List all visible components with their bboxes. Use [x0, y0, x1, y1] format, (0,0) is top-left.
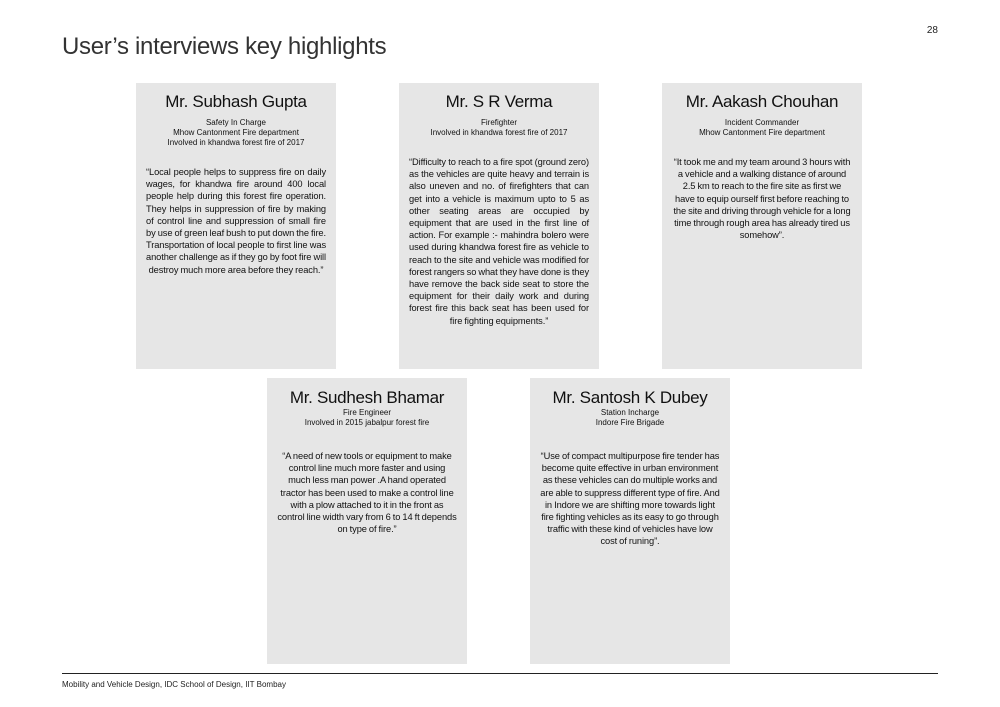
interview-quote: “Use of compact multipurpose fire tender has become quite effective in urban environment as these vehicles can do multiple works and are able to suppress different type of fire. And in Indore we are shifting more towards light fire fighting vehicles as its easy to go through traffic with these kind of vehicles have low cost of runing”. [540, 451, 720, 547]
interviewee-name: Mr. Subhash Gupta [165, 92, 307, 111]
interviewee-name: Mr. S R Verma [445, 92, 553, 111]
page-number: 28 [926, 25, 938, 36]
interviewee-details [277, 408, 457, 428]
interviewee-role: Incident Commander [724, 118, 800, 127]
interview-card-sudhesh-bhamar [267, 378, 467, 664]
interviewee-name: Mr. Aakash Chouhan [685, 92, 839, 111]
interview-card-subhash-gupta [136, 83, 336, 369]
interviewee-name: Mr. Sudhesh Bhamar [289, 388, 445, 407]
interviewee-name: Mr. Santosh K Dubey [552, 388, 708, 407]
interview-card-aakash-chouhan [662, 83, 862, 369]
interview-quote: “A need of new tools or equipment to make control line much more faster and using much less man power .A hand operated tractor has been used to make a control line with a plow attached to it in the front as control line width vary from 6 to 14 ft depends on type of fire.” [277, 451, 457, 535]
interviewee-involvement: Involved in khandwa forest fire of 2017 [430, 128, 568, 137]
interviewee-role: Station Incharge [600, 408, 660, 417]
interviewee-details [409, 118, 589, 138]
interviewee-role: Safety In Charge [205, 118, 267, 127]
interviewee-organization: Mhow Cantonment Fire department [699, 128, 825, 137]
interviewee-details [540, 408, 720, 428]
interview-card-santosh-k-dubey [530, 378, 730, 664]
interview-card-s-r-verma [399, 83, 599, 369]
interviewee-involvement: Involved in 2015 jabalpur forest fire [304, 418, 430, 427]
interviewee-involvement: Involved in khandwa forest fire of 2017 [167, 138, 305, 147]
interviewee-role: Firefighter [480, 118, 517, 127]
interviewee-details [146, 118, 326, 148]
interview-quote: “It took me and my team around 3 hours with a vehicle and a walking distance of around 2.5 km to reach to the fire site as first we have to equip ourself first before reaching to the site and driving through vehicle for a long time through rough area has already tired us somehow”. [673, 157, 851, 241]
footer-text: Mobility and Vehicle Design, IDC School of Design, IIT Bombay [62, 680, 286, 689]
interviewee-role: Fire Engineer [342, 408, 392, 417]
interview-quote: “Local people helps to suppress fire on daily wages, for khandwa fire around 400 local people help during this forest fire operation. They helps in suppression of fire by making of control line and suppression of small fire by use of green leaf bush to put down the fire. Transportation of local people to first line was another challenge as if they go by foot fire will destroy much more area before they reach.” [146, 167, 326, 275]
interviewee-organization: Indore Fire Brigade [595, 418, 665, 427]
interviewee-details [672, 118, 852, 138]
interviewee-organization: Mhow Cantonment Fire department [173, 128, 299, 137]
footer-divider [62, 673, 938, 674]
page-title: User’s interviews key highlights [62, 33, 387, 60]
interview-quote: “Difficulty to reach to a fire spot (ground zero) as the vehicles are quite heavy and terrain is also uneven and no. of firefighters that can get into a vehicle is maximum upto to 5 as other seating areas are occupied by equipment that are used in the first line of action. For example :- mahindra bolero were used during khandwa forest fire as vehicle to reach to the site and vehicle was modified for forest rangers so what they have done is they have remove the back side seat to store the equipment for their daily work and during forest fire this back seat has been used for fire fighting equipments.” [409, 157, 589, 326]
